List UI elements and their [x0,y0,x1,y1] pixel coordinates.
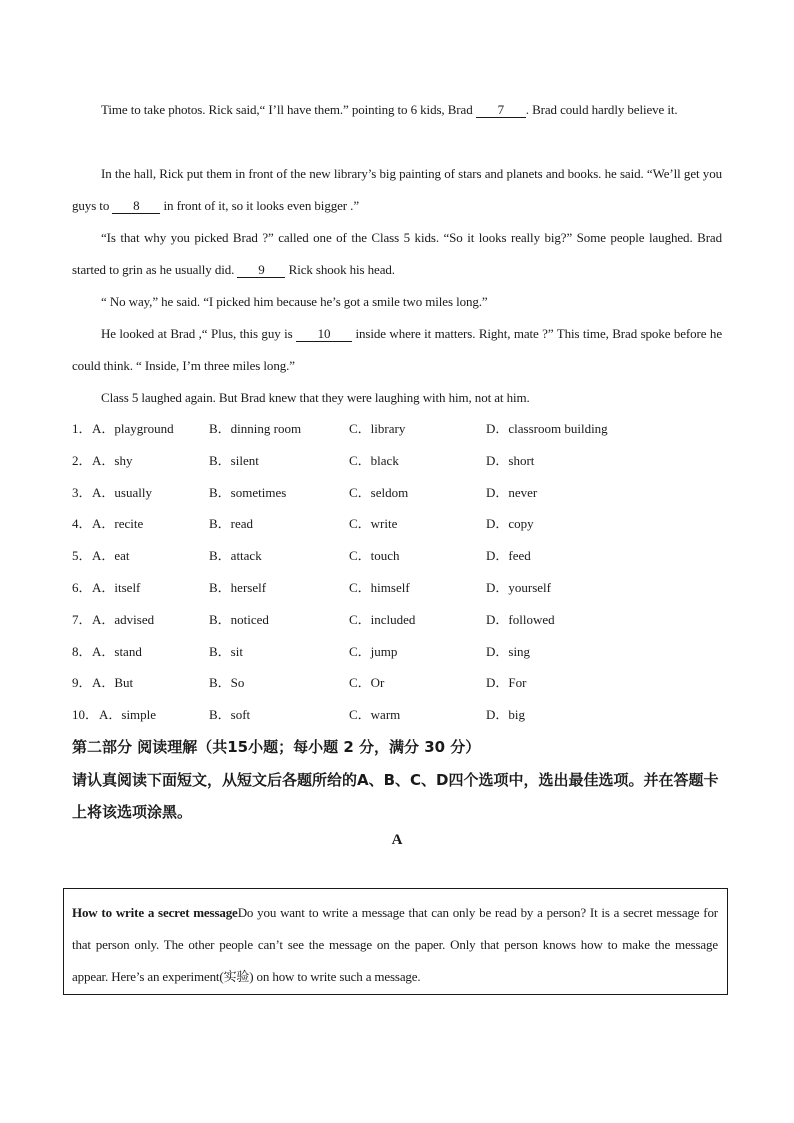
option-c: C．black [349,452,399,468]
option-d: D．feed [486,548,531,564]
section-heading: 第二部分 阅读理解（共15小题；每小题 2 分，满分 30 分） [72,738,481,756]
option-a: A．stand [92,643,142,659]
answer-blank-7: 7 [476,103,526,118]
paragraph-text: “ No way,” he said. “I picked him because he’s got a smile two miles long.” [101,294,488,309]
paragraph-text: Rick shook his head. [285,262,395,277]
option-a: A．itself [92,580,141,595]
option-d: D．classroom building [486,421,608,436]
option-d: D．short [486,452,535,468]
option-c: C．jump [349,643,398,659]
question-number: 7． [72,611,92,627]
option-b: B．sometimes [209,484,287,500]
question-number: 6． [72,580,92,595]
option-c: C．touch [349,548,400,564]
option-a: A．simple [99,707,157,723]
paragraph-text: “Is that why you picked Brad ?” called one of the Class 5 kids. “So it looks really big?” Some people laughed. Brad started to grin as he usually did. [72,230,722,277]
option-d: D．copy [486,516,534,532]
paragraph-text: inside where it matters. Right, mate ?” This time, Brad spoke before he could think. “ Inside, I’m three miles long.” [72,326,722,373]
question-number: 10． [72,707,99,723]
question-number: 9． [72,675,92,691]
passage-label: A [391,832,403,848]
option-a: A．shy [92,452,133,468]
option-a: A．advised [92,611,155,627]
option-b: B．sit [209,643,243,659]
question-number: 3． [72,484,92,500]
box-title: How to write a secret message [72,905,238,920]
paragraph-text: in front of it, so it looks even bigger .” [160,198,359,213]
option-a: A．eat [92,548,130,564]
question-number: 5． [72,548,92,564]
option-a: A．recite [92,516,144,532]
passage-paragraph-4 [72,286,722,318]
answer-blank-10: 10 [296,327,352,342]
passage-paragraph-1 [72,94,722,126]
option-b: B．noticed [209,611,269,627]
answer-blank-8: 8 [112,199,160,214]
passage-paragraph-2 [72,158,722,222]
option-b: B．herself [209,580,267,595]
option-b: B．dinning room [209,421,302,436]
option-c: C．library [349,421,406,436]
option-c: C．write [349,516,398,532]
option-c: C．himself [349,580,410,595]
paragraph-text: He looked at Brad ,“ Plus, this guy is [101,326,297,341]
option-b: B．silent [209,452,259,468]
answer-blank-9: 9 [237,263,285,278]
passage-paragraph-3 [72,222,722,286]
question-number: 2． [72,452,92,468]
option-d: D．never [486,484,538,500]
question-number: 1． [72,421,92,436]
option-d: D．yourself [486,580,551,595]
box-text [72,897,718,993]
option-a: A．usually [92,484,152,500]
option-d: D．big [486,707,526,723]
option-b: B．soft [209,707,251,723]
box-body: Do you want to write a message that can only be read by a person? It is a secret message for that person only. The other people can’t see the message on the paper. Only that person knows how to make the message appear. Here’s an experiment(实验) on how to write such a message. [72,905,718,984]
paragraph-text: Time to take photos. Rick said,“ I’ll have them.” pointing to 6 kids, Brad [101,102,476,117]
option-d: D．sing [486,643,531,659]
paragraph-text: In the hall, Rick put them in front of the new library’s big painting of stars and planets and books. he said. “We’ll get you guys to [72,166,722,213]
paragraph-text: . Brad could hardly believe it. [525,102,678,117]
option-d: D．For [486,675,527,691]
option-c: C．Or [349,675,385,691]
option-b: B．attack [209,548,262,564]
question-number: 4． [72,516,92,532]
passage-paragraph-5 [72,318,722,382]
option-b: B．So [209,675,245,691]
option-a: A．But [92,675,134,691]
question-number: 8． [72,643,92,659]
option-c: C．warm [349,707,401,723]
option-b: B．read [209,516,254,532]
option-c: C．seldom [349,484,409,500]
option-c: C．included [349,611,416,627]
passage-box [63,888,728,995]
option-a: A．playground [92,421,174,436]
passage-paragraph-6 [72,382,722,414]
section-instruction: 请认真阅读下面短文，从短文后各题所给的A、B、C、D四个选项中，选出最佳选项。并在答题卡上将该选项涂黑。 [72,771,719,821]
option-d: D．followed [486,611,555,627]
paragraph-text: Class 5 laughed again. But Brad knew that they were laughing with him, not at him. [101,390,530,405]
